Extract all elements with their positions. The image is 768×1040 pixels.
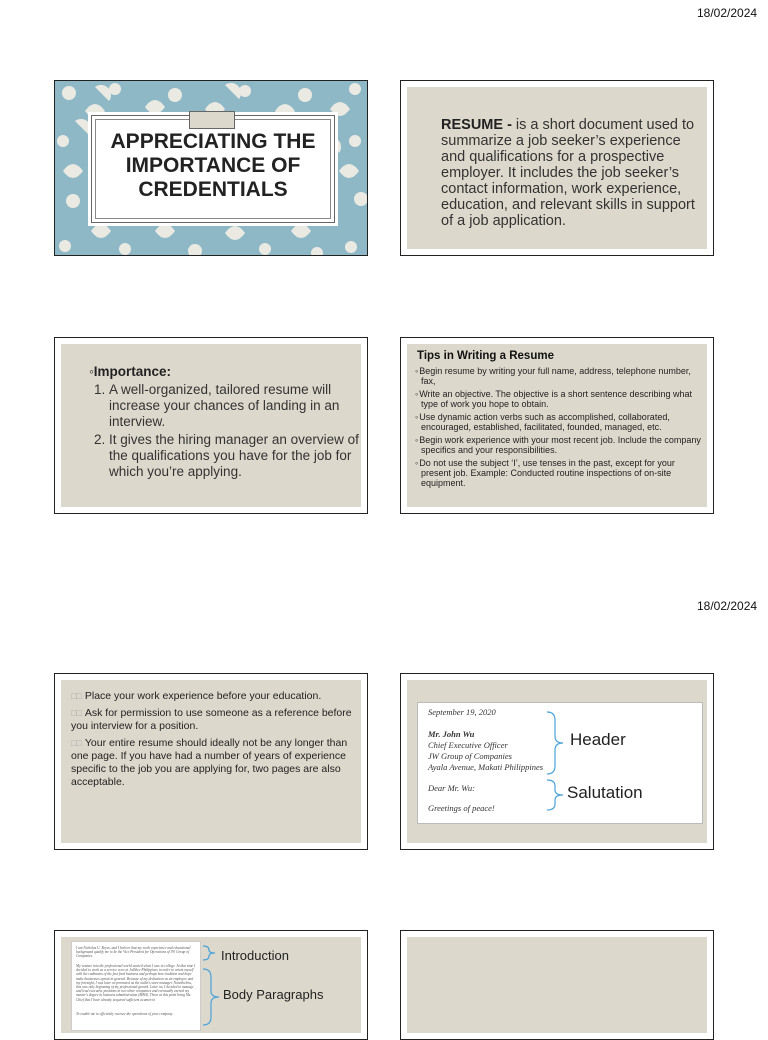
letter-opening: Greetings of peace! (428, 803, 495, 813)
body-paragraphs-label: Body Paragraphs (223, 987, 324, 1002)
letter-body-thumbnail (71, 941, 201, 1031)
body-paragraph: My venture into the professional world started when I was in college. At that time I decided to work as a service crew at Jollibee Philippines in order to orient myself with the rudiments of the fast food business and perhaps how tradition and hope make businesses sprout in general. Because of my dedication as an employee and my foresight, I was later on promoted as the outlet's store manager. Nonetheless, this was only beginning of my professional growth. Later on, I decided to manage and lead executive positions in two other companies and eventually earned my master's degree in business administration (MBA). These at this point bring Ms. Chief that I have already acquired sufficient acumen to (76, 964, 196, 1002)
resume-definition (441, 117, 703, 229)
list-item: □□ Place your work experience before your education. (71, 690, 322, 702)
list-item: ◦ Write an objective. The objective is a short sentence describing what type of work you hope to obtain. (415, 389, 705, 409)
intro-paragraph: I am Nicholas U. Reyes, and I believe that my work experience and educational background qualify me to be the Vice President for Operations of JW Group of Companies. (76, 946, 191, 959)
tips-list (415, 366, 705, 491)
slide-more-tips[interactable] (54, 673, 368, 850)
importance-list (85, 382, 368, 482)
tips-title: Tips in Writing a Resume (417, 350, 554, 362)
body-brace-icon (201, 967, 225, 1027)
importance-heading: ◦Importance: (89, 364, 172, 379)
slide-importance[interactable] (54, 337, 368, 514)
recipient-name: Mr. John Wu (428, 729, 475, 739)
list-item: □□ Ask for permission to use someone as a reference before you interview for a position. (71, 707, 352, 732)
letter-greeting: Dear Mr. Wu: (428, 783, 475, 793)
closing-paragraph: To enable me to efficiently oversee the operations of your company. (76, 1012, 173, 1016)
recipient-company: JW Group of Companies (428, 751, 512, 761)
resume-term: RESUME - (441, 117, 512, 133)
list-item: □□ Your entire resume should ideally not be any longer than one page. If you have had a number of years of experience specific to the job you are applying for, two pages are also acceptable. (71, 737, 348, 788)
recipient-position: Chief Executive Officer (428, 740, 508, 750)
salutation-label: Salutation (567, 783, 643, 802)
bullet-box-icon: □□ (71, 738, 82, 748)
resume-definition-text: is a short document used to summarize a job seeker’s experience and qualifications for a prospective employer. It includes the job seeker’s contact information, work experience, education, and relevant skills in support of a job application. (441, 117, 695, 229)
recipient-address: Ayala Avenue, Makati Philippines (428, 762, 544, 772)
list-item: ◦ Begin work experience with your most recent job. Include the company specifics and your responsibilities. (415, 435, 705, 455)
page-date: 18/02/2024 (697, 599, 758, 613)
salutation-brace-icon (545, 778, 565, 812)
slide-title-text: APPRECIATING THE IMPORTANCE OF CREDENTIALS (110, 130, 316, 201)
header-brace-icon (545, 710, 565, 776)
list-item: 1. A well-organized, tailored resume will increase your chances of landing in an interview. (109, 382, 368, 430)
page-date: 18/02/2024 (697, 6, 758, 20)
slide-title[interactable] (54, 80, 368, 256)
title-tab-decoration (189, 111, 235, 129)
bullet-box-icon: □□ (71, 708, 82, 718)
header-label: Header (570, 730, 626, 749)
introduction-label: Introduction (221, 948, 289, 963)
list-item: ◦ Begin resume by writing your full name, address, telephone number, fax, (415, 366, 705, 386)
slide-resume-definition[interactable] (400, 80, 714, 256)
slide-tips[interactable] (400, 337, 714, 514)
list-item: 2. It gives the hiring manager an overview of the qualifications you have for the job for which you’re applying. (109, 432, 368, 480)
list-item: ◦ Do not use the subject ‘I’, use tenses in the past, except for your present job. Example: Conducted routine inspections of on-site equipment. (415, 458, 705, 488)
bullet-box-icon: □□ (71, 691, 82, 701)
more-tips-list (71, 690, 361, 793)
title-card (91, 115, 335, 223)
letter-date: September 19, 2020 (428, 707, 496, 717)
list-item: ◦ Use dynamic action verbs such as accomplished, collaborated, encouraged, established, facilitated, founded, managed, etc. (415, 412, 705, 432)
slide-letter-header[interactable] (400, 673, 714, 850)
